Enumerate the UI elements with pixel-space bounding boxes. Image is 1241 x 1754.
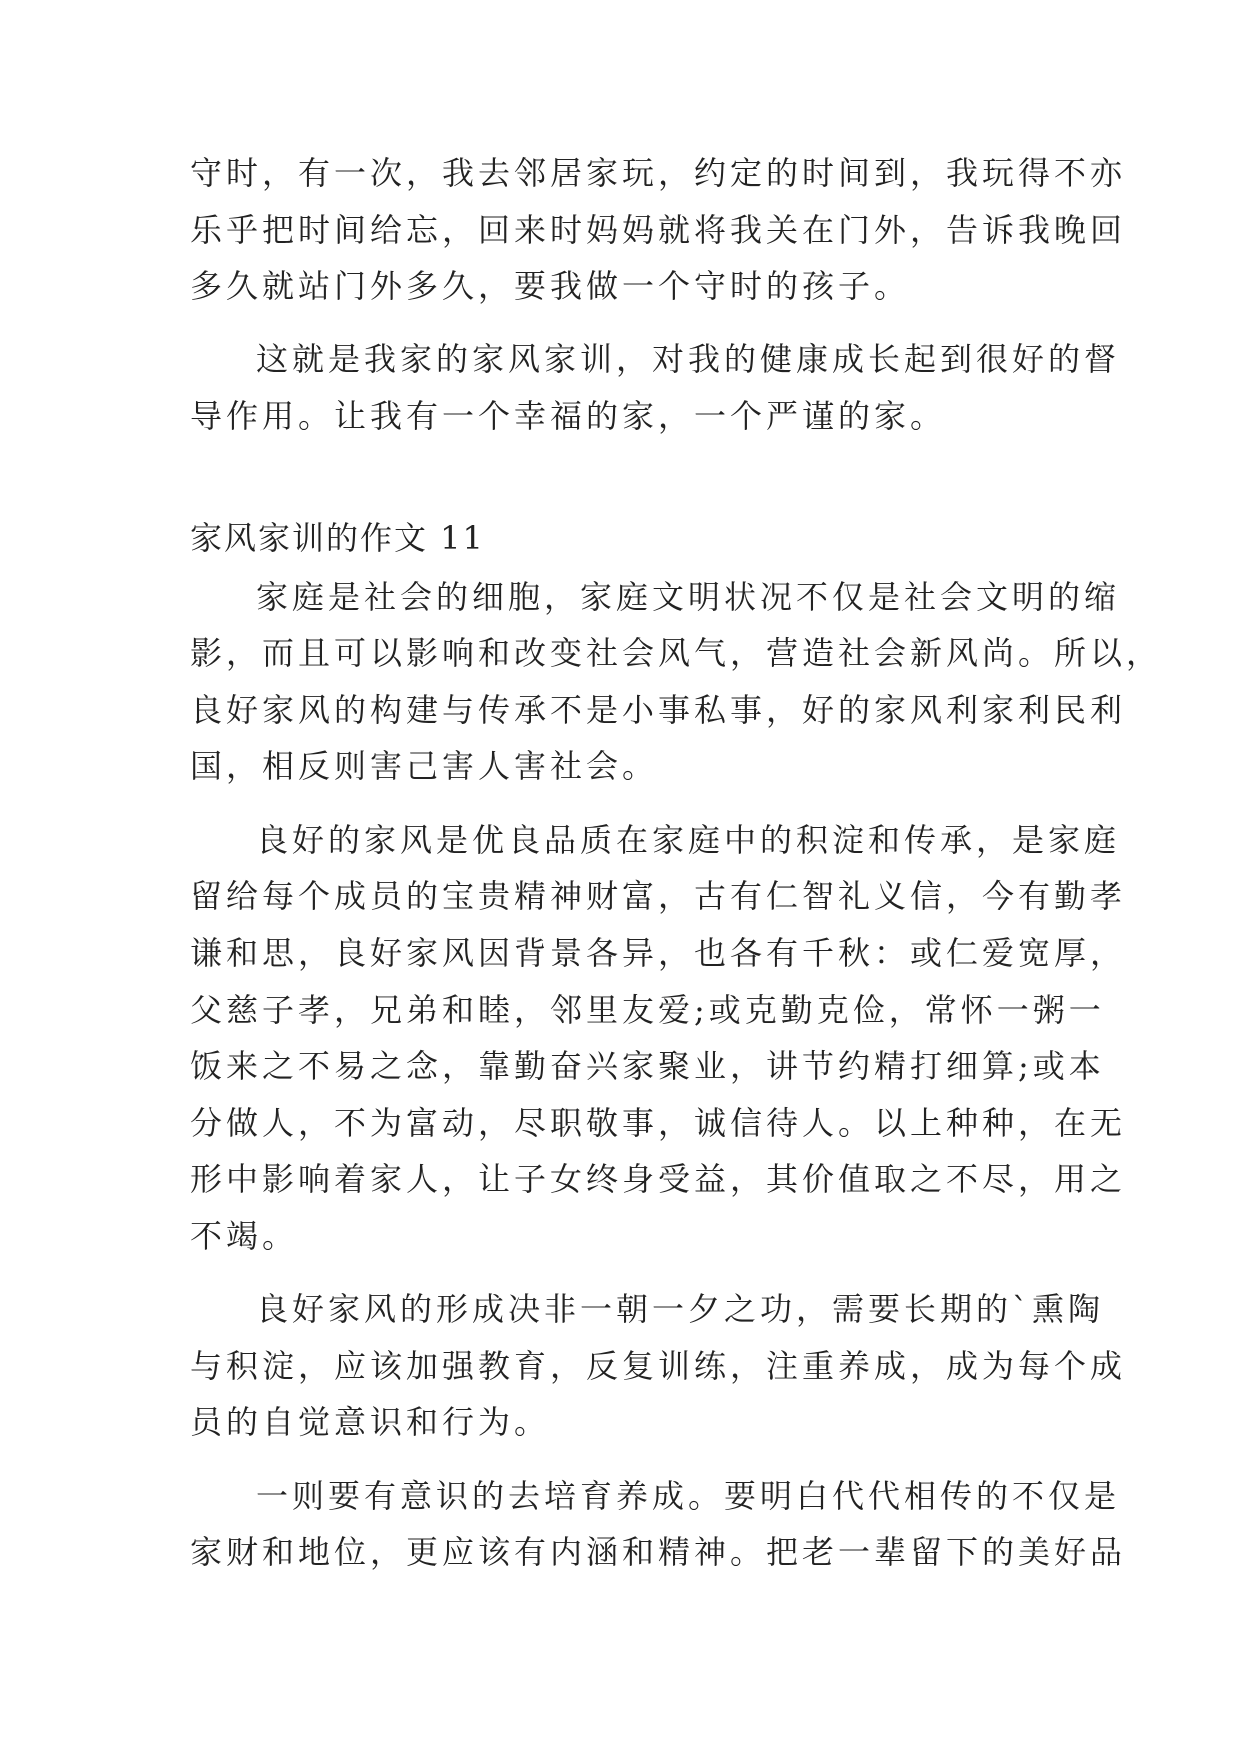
section-heading: 家风家训的作文 11 bbox=[190, 519, 485, 557]
text-line: 良好家风的形成决非一朝一夕之功，需要长期的`熏陶 bbox=[256, 1290, 1105, 1328]
text-line: 谦和思，良好家风因背景各异，也各有千秋：或仁爱宽厚， bbox=[190, 934, 1127, 972]
text-line: 父慈子孝，兄弟和睦，邻里友爱;或克勤克俭，常怀一粥一 bbox=[190, 991, 1105, 1029]
text-line: 守时，有一次，我去邻居家玩，约定的时间到，我玩得不亦 bbox=[190, 154, 1127, 192]
text-line: 一则要有意识的去培育养成。要明白代代相传的不仅是 bbox=[256, 1477, 1121, 1515]
text-line: 这就是我家的家风家训，对我的健康成长起到很好的督 bbox=[256, 340, 1121, 378]
text-line: 国，相反则害己害人害社会。 bbox=[190, 747, 659, 785]
text-line: 形中影响着家人，让子女终身受益，其价值取之不尽，用之 bbox=[190, 1160, 1127, 1198]
text-line: 影，而且可以影响和改变社会风气，营造社会新风尚。所以， bbox=[190, 634, 1163, 672]
text-line: 家财和地位，更应该有内涵和精神。把老一辈留下的美好品 bbox=[190, 1533, 1127, 1571]
text-line: 留给每个成员的宝贵精神财富，古有仁智礼义信，今有勤孝 bbox=[190, 877, 1127, 915]
text-line: 导作用。让我有一个幸福的家，一个严谨的家。 bbox=[190, 397, 947, 435]
text-line: 家庭是社会的细胞，家庭文明状况不仅是社会文明的缩 bbox=[256, 578, 1121, 616]
text-line: 多久就站门外多久，要我做一个守时的孩子。 bbox=[190, 267, 911, 305]
text-line: 良好的家风是优良品质在家庭中的积淀和传承，是家庭 bbox=[256, 821, 1121, 859]
text-line: 饭来之不易之念，靠勤奋兴家聚业，讲节约精打细算;或本 bbox=[190, 1047, 1105, 1085]
text-line: 员的自觉意识和行为。 bbox=[190, 1403, 551, 1441]
text-line: 不竭。 bbox=[190, 1217, 299, 1255]
text-line: 分做人，不为富动，尽职敬事，诚信待人。以上种种，在无 bbox=[190, 1104, 1127, 1142]
text-line: 乐乎把时间给忘，回来时妈妈就将我关在门外，告诉我晚回 bbox=[190, 211, 1127, 249]
text-line: 与积淀，应该加强教育，反复训练，注重养成，成为每个成 bbox=[190, 1347, 1127, 1385]
text-line: 良好家风的构建与传承不是小事私事，好的家风利家利民利 bbox=[190, 691, 1127, 729]
